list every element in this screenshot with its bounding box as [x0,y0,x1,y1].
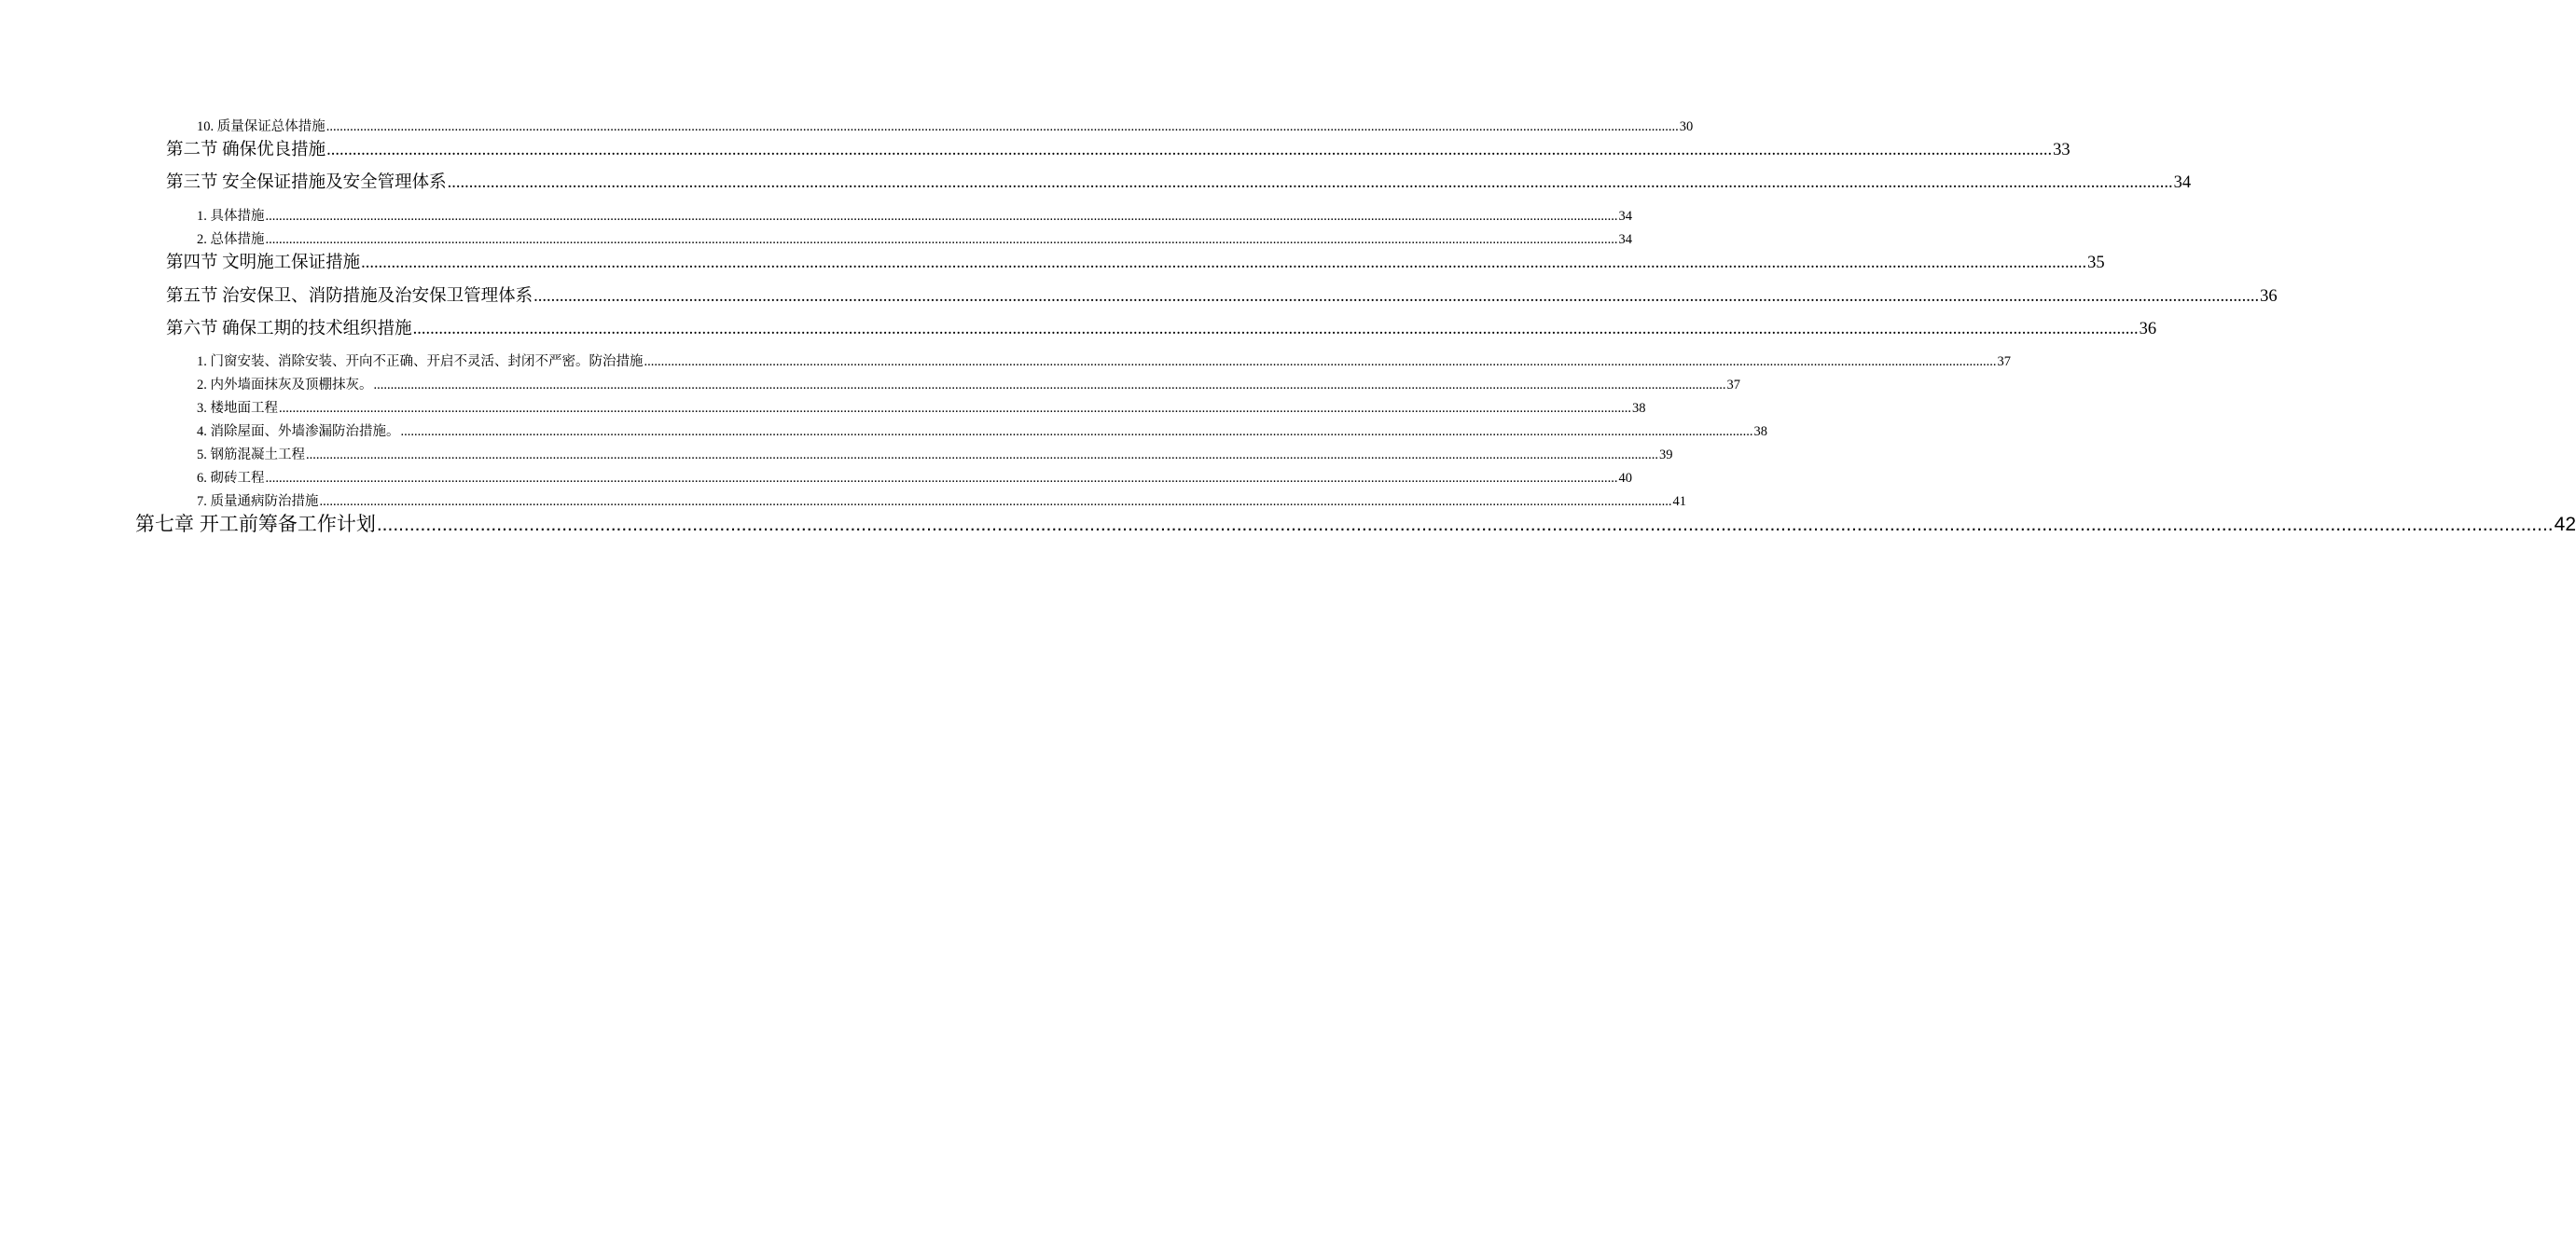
toc-entry-title: 10. 质量保证总体措施 [197,119,325,134]
toc-dot-leader: ................................................................................................................................................................................................................................................................................................................................................................................................................ [265,471,1618,486]
toc-entry-title: 4. 消除屋面、外墙渗漏防治措施。 [197,424,400,439]
toc-entry-title: 第二节 确保优良措施 [166,141,326,159]
toc-entry-title: 第七章 开工前筹备工作计划 [135,514,376,535]
toc-entry[interactable] [197,446,1673,464]
toc-entry-title: 第五节 治安保卫、消防措施及治安保卫管理体系 [166,287,533,306]
toc-entry-title: 7. 质量通病防治措施 [197,494,319,509]
toc-dot-leader: ................................................................................................................................................................................................................................................................................................................................................................................................................ [325,119,1679,134]
toc-entry[interactable] [166,284,2278,309]
toc-dot-leader: ................................................................................................................................................................................................................................................................................................................................................................................................................ [319,494,1672,509]
toc-dot-leader: ................................................................................................................................................................................................................................................................................................................................................................................................................ [326,141,2053,159]
toc-entry[interactable] [197,492,1686,511]
toc-entry-page: 38 [1753,424,1767,439]
toc-entry-title: 3. 楼地面工程 [197,401,278,416]
toc-entry-title: 第四节 文明施工保证措施 [166,254,361,272]
toc-dot-leader: ................................................................................................................................................................................................................................................................................................................................................................................................................ [376,514,2554,535]
toc-entry-title: 6. 砌砖工程 [197,471,265,486]
toc-entry-page: 34 [1618,232,1632,247]
toc-dot-leader: ................................................................................................................................................................................................................................................................................................................................................................................................................ [400,424,1753,439]
toc-entry-page: 37 [1997,354,2011,369]
toc-entry-page: 37 [1726,378,1740,392]
toc-dot-leader: ................................................................................................................................................................................................................................................................................................................................................................................................................ [644,354,1997,369]
toc-entry-page: 36 [2139,320,2157,338]
toc-entry-page: 40 [1618,471,1632,486]
toc-dot-leader: ................................................................................................................................................................................................................................................................................................................................................................................................................ [412,320,2139,338]
toc-dot-leader: ................................................................................................................................................................................................................................................................................................................................................................................................................ [447,173,2173,192]
toc-entry-page: 39 [1659,448,1673,462]
toc-entry-page: 38 [1632,401,1646,416]
toc-entry-page: 33 [2053,141,2070,159]
toc-entry-title: 第六节 确保工期的技术组织措施 [166,320,412,338]
toc-entry[interactable] [166,251,2105,275]
toc-entry[interactable] [197,422,1767,441]
toc-entry-title: 2. 总体措施 [197,232,265,247]
toc-entry-title: 1. 具体措施 [197,209,265,224]
toc-entry-title: 5. 钢筋混凝土工程 [197,448,305,462]
toc-dot-leader: ................................................................................................................................................................................................................................................................................................................................................................................................................ [279,401,1631,416]
toc-entry[interactable] [166,317,2157,341]
toc-entry[interactable] [197,230,1632,249]
toc-dot-leader: ................................................................................................................................................................................................................................................................................................................................................................................................................ [306,448,1658,462]
toc-entry[interactable] [166,138,2070,162]
toc-dot-leader: ................................................................................................................................................................................................................................................................................................................................................................................................................ [533,287,2260,306]
toc-entry-page: 30 [1679,119,1694,134]
toc-entry[interactable] [197,469,1632,488]
toc-entry-page: 42 [2554,514,2576,535]
toc-entry[interactable] [197,207,1632,226]
toc-entry-page: 36 [2260,287,2278,306]
toc-entry-title: 1. 门窗安装、消除安装、开向不正确、开启不灵活、封闭不严密。防治措施 [197,354,644,369]
toc-entry-page: 41 [1672,494,1686,509]
toc-entry-page: 34 [2173,173,2192,192]
toc-dot-leader: ................................................................................................................................................................................................................................................................................................................................................................................................................ [265,209,1618,224]
toc-entry[interactable] [197,399,1646,418]
toc-entry[interactable] [197,376,1740,394]
toc-entry-chapter[interactable] [135,511,2576,539]
toc-entry-title: 第三节 安全保证措施及安全管理体系 [166,173,447,192]
toc-entry-title: 2. 内外墙面抹灰及顶棚抹灰。 [197,378,373,392]
toc-dot-leader: ................................................................................................................................................................................................................................................................................................................................................................................................................ [265,232,1618,247]
toc-entry[interactable] [197,352,2011,371]
toc-entry-page: 34 [1618,209,1632,224]
toc-entry[interactable] [166,171,2192,195]
toc-entry[interactable] [197,117,1694,136]
toc-dot-leader: ................................................................................................................................................................................................................................................................................................................................................................................................................ [361,254,2087,272]
toc-dot-leader: ................................................................................................................................................................................................................................................................................................................................................................................................................ [373,378,1726,392]
toc-entry-page: 35 [2087,254,2105,272]
